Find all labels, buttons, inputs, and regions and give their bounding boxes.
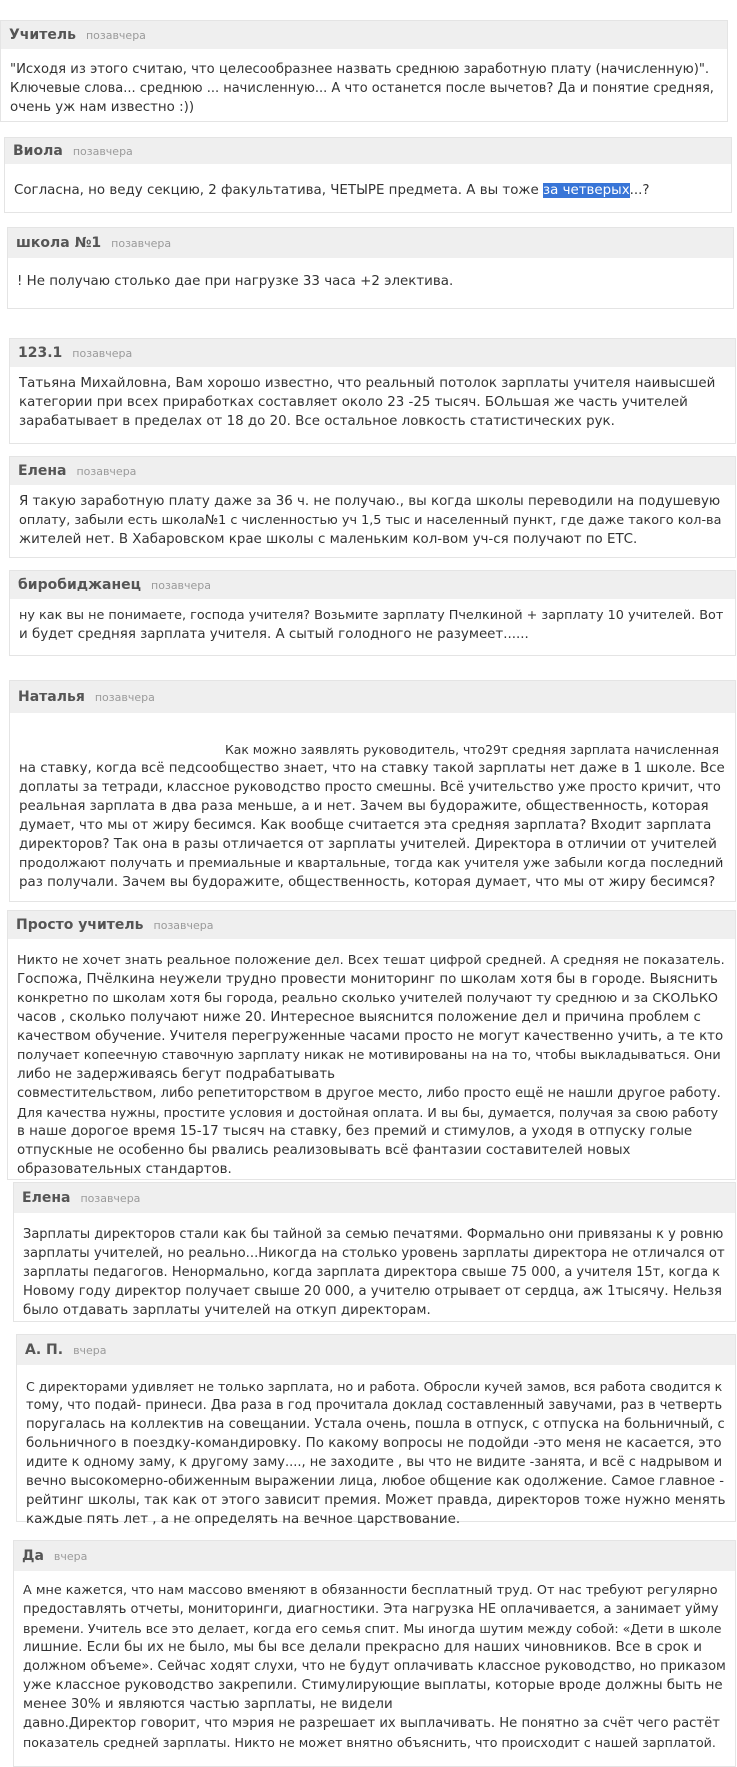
comment-header [5,138,731,164]
comment-line-text: Как можно заявлять руководитель, что29т средняя зарплата начисленная [225,742,719,757]
comment-line: в наше дорогое время 15-17 тысяч на ставку, без премий и стимулов, а уходя в отпуску голые [17,1124,693,1139]
comment-line: "Исходя из этого считаю, что целесообразнее назвать среднюю заработную плату (начисленную)". [10,62,710,77]
comment-8 [7,910,736,1180]
comment-7 [9,680,736,902]
comment-line: Ключевые слова... среднюю ... начисленную... А что останется после вычетов? Да и понятие средняя, [10,81,714,96]
comment-line: Татьяна Михайловна, Вам хорошо известно, что реальный потолок зарплаты учителя наивысшей [19,376,716,391]
comment-line: продолжают получать и премиальные и квартальные, тогда как учителя уже забыли когда последний [19,856,724,871]
comment-time: вчера [53,1550,88,1563]
comment-time: позавчера [85,29,146,42]
comment-line: вечно высокомерно-обиженным выражении лица, любое общение как одолжение. Самое главное - [26,1474,724,1489]
comment-header [10,681,735,713]
comment-line: ! Не получаю столько дае при нагрузке 33 часа +2 электива. [17,274,454,289]
comment-text [10,367,735,431]
comment-line: Я такую заработную плату даже за 36 ч. не получаю., вы когда школы переводили на подушевую [19,494,721,509]
comment-line: Никто не хочет знать реальное положение дел. Всех тешат цифрой средней. А средняя не показатель. [17,953,725,968]
comment-line: зарабатывает в пределах от 18 до 20. Все остальное ловкость статистических рук. [19,414,615,429]
comment-time: позавчера [151,579,212,592]
comment-line: было отдавать зарплаты учителей на откуп директорам. [23,1303,431,1318]
comment-line [19,740,726,759]
comment-text [14,1213,735,1320]
comment-header [8,911,735,939]
comment-text-after: ...? [629,183,650,198]
comment-header [14,1183,735,1213]
comment-header [10,457,735,485]
comment-time: позавчера [80,1192,141,1205]
comment-line: очень уж нам известно :)) [10,100,195,115]
comment-time: позавчера [111,237,172,250]
comment-time: позавчера [72,145,133,158]
comment-line: часов , сколько получают ниже 20. Интересное выяснится положение дел и причина проблем с [17,1010,701,1025]
comment-5 [9,456,736,558]
comment-author: Наталья [18,689,85,705]
comment-1 [0,20,728,122]
comment-author: Елена [18,463,67,479]
comment-line: Зарплаты директоров стали как бы тайной за семью печатями. Формально они привязаны к у ровню [23,1227,724,1242]
comment-text [8,258,733,291]
comment-header [8,228,733,258]
selected-text[interactable]: за четверых [542,183,630,198]
comment-line: думает, что мы от жиру бесимся. Как вообще считается эта средняя зарплата? Входит зарплата [19,818,712,833]
comment-9 [13,1182,736,1322]
comment-author: 123.1 [18,345,63,361]
comment-line: Госпожа, Пчёлкина неужели трудно провести мониторинг по школам хотя бы в городе. Выяснить [17,972,718,987]
comment-4 [9,338,736,444]
comment-text [10,599,735,644]
comment-text-before: Согласна, но веду секцию, 2 факультатива, ЧЕТЫРЕ предмета. А вы тоже [14,183,543,198]
comment-line: С директорами удивляет не только зарплата, но и работа. Обросли кучей замов, вся работа сводится к [26,1379,723,1394]
comment-author: Да [22,1548,44,1564]
comment-line: категории при всех приработках составляет около 23 -25 тысяч. БОльшая же часть учителей [19,395,688,410]
comment-line: каждые пять лет , а не определять на вечное царствование. [26,1512,461,1527]
comment-header [1,21,727,49]
comment-line: образовательных стандартов. [17,1162,232,1177]
comment-line: жителей нет. В Хабаровском крае школы с маленьким кол-вом уч-ся получают по ЕТС. [19,532,638,547]
comment-author: А. П. [25,1342,64,1358]
comment-line: реальная зарплата в два раза меньше, а и нет. Зачем вы будоражите, общественность, которая [19,799,709,814]
comment-author: биробиджанец [18,577,142,593]
comment-author: Просто учитель [16,917,144,933]
comment-10 [16,1334,736,1527]
comment-line: конкретно по школам хотя бы города, реально сколько учителей получают ту среднюю и за СКОЛЬКО [17,991,718,1006]
comment-line: оплату, забыли есть школа№1 с численностью уч 1,5 тыс и населенный пункт, где даже такого кол-ва [19,513,722,528]
comment-line: ну как вы не понимаете, господа учителя? Возьмите зарплату Пчелкиной + зарплату 10 учителей. Вот [19,608,724,623]
comment-time: позавчера [72,347,133,360]
comment-2 [4,137,732,213]
comment-line: качеством обучение. Учителя перегруженные часами просто не могут качественно учить, а те кто [17,1029,724,1044]
comment-text [10,713,735,892]
comment-time: вчера [73,1344,107,1357]
comment-line: раз получали. Зачем вы будоражите, общественность, которая думает, что мы от жиру бесимся? [19,875,716,890]
comment-line: менее 30% и являются частью зарплаты, не видели [23,1697,393,1712]
comment-line: давно.Директор говорит, что мэрия не разрешает их выплачивать. Не понятно за счёт чего растёт [23,1716,720,1731]
comment-header [10,339,735,367]
comment-text [8,939,735,1179]
comment-line: Для качества нужны, простите условия и достойная оплата. И вы бы, думается, получая за свою работу [17,1105,719,1120]
comment-line: лишние. Если бы их не было, мы бы все делали прекрасно для наших чиновников. Все в срок и [23,1640,702,1655]
comment-author: Виола [13,143,63,159]
comment-line: предоставлять отчеты, мониторинги, диагностики. Эта нагрузка НЕ оплачивается, а занимает уйму [23,1602,719,1617]
comment-3 [7,227,734,309]
comment-line: Новому году директор получает свыше 20 000, а учителю отрывает от сердца, аж 1тысячу. Нельзя [23,1284,722,1299]
comment-6 [9,570,736,656]
comment-line: получает копеечную ставочную зарплату никак не мотивированы на на то, чтобы выкладываться. Они [17,1048,721,1063]
comment-line: тому, что подай- принеси. Два раза в год прочитала доклад составленный завучами, раз в четверть [26,1398,723,1413]
comment-line: отпускные не особенно бы рвались реализовывать всё фантазии составителей новых [17,1143,631,1158]
comment-line: поругалась на коллектив на совещании. Устала очень, пошла в отпуск, с отпуска на больничный, с [26,1417,725,1432]
comment-line: уже классное руководство закрепили. Стимулирующие выплаты, которые вроде должны быть не [23,1678,723,1693]
comment-header [14,1541,735,1571]
comment-line: рейтинг школы, так как от этого зависит премия. Может правда, директоров тоже нужно менять [26,1493,726,1508]
comment-line: директоров? Так она в разы отличается от зарплаты учителей. Директора в отличии от учителей [19,837,717,852]
comment-line: на ставку, когда всё педсообщество знает, что на ставку такой зарплаты нет даже в 1 школе. Все [19,761,725,776]
comment-line: либо не задерживаясь бегут подрабатывать [17,1067,336,1082]
comment-line: должном объеме». Сейчас ходят слухи, что не будут оплачивать классное руководство, но приказом [23,1659,726,1674]
comment-line [14,181,722,200]
comment-line: совместительством, либо репетиторством в другое место, либо просто ещё не нашли другое работу. [17,1086,721,1101]
comment-text [1,49,727,117]
comment-text [5,164,731,200]
comment-text [17,1365,735,1529]
comment-author: школа №1 [16,235,102,251]
comment-line: доплаты за тетради, классное руководство просто смешны. Всё учительство уже просто кричит, что [19,780,721,795]
comment-line: времени. Учитель все это делает, когда его семья спит. Мы иногда шутим между собой: «Дети в школе [23,1621,722,1636]
comment-line: и будет средняя зарплата учителя. А сытый голодного не разумеет...... [19,627,529,642]
comment-11 [13,1540,736,1767]
comment-time: позавчера [153,919,214,932]
comment-author: Елена [22,1190,71,1206]
comment-time: позавчера [76,465,137,478]
comment-line: А мне кажется, что нам массово вменяют в обязанности бесплатный труд. От нас требуют регулярно [23,1583,718,1598]
comment-text [14,1571,735,1752]
comment-line: больничного в поездку-командировку. По какому вопросы не подойди -это меня не касается, это [26,1436,722,1451]
comment-author: Учитель [9,27,76,43]
comment-header [17,1335,735,1365]
comment-time: позавчера [94,691,155,704]
comment-line: показатель средней зарплаты. Никто не может внятно объяснить, что происходит с нашей зарплатой. [23,1735,716,1750]
comment-line: идите к одному заму, к другому заму...., не заходите , вы что не видите -занята, и всё с надрывом и [26,1455,723,1470]
comment-text [10,485,735,549]
comment-line: зарплаты учителей, но реально...Никогда на столько уровень зарплаты директора не отличался от [23,1246,725,1261]
comment-line: зарплаты педагогов. Ненормально, когда зарплата директора свыше 75 000, а учителя 15т, когда к [23,1265,721,1280]
comment-header [10,571,735,599]
